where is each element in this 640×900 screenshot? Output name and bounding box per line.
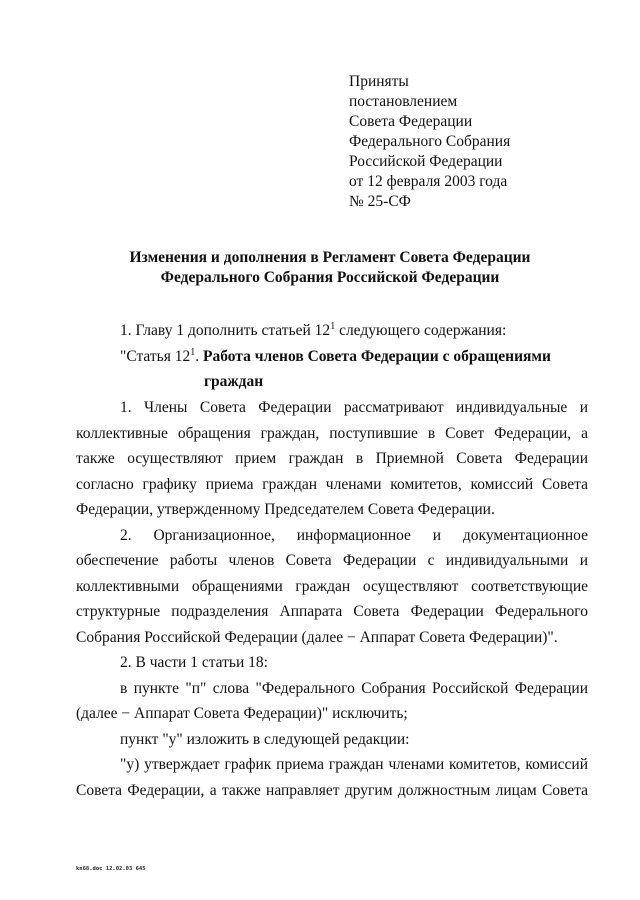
- approval-line: постановлением: [349, 93, 458, 110]
- article-heading-1: Работа членов Совета Федерации с обращениями: [203, 347, 551, 365]
- approval-line: № 25-СФ: [349, 193, 411, 210]
- article-heading-line: [76, 344, 588, 370]
- article-number-sup: 1: [190, 346, 196, 358]
- item-1-intro-sup: 1: [330, 321, 336, 332]
- item-2-p1-line: (далее − Аппарат Совета Федерации)" исключить;: [76, 705, 408, 722]
- approval-line: Приняты: [349, 73, 409, 90]
- item-1-intro-pre: 1. Главу 1 дополнить статьей 12: [120, 322, 331, 339]
- item-2-p3-line: "у) утверждает график приема граждан членами комитетов, комиссий: [120, 756, 588, 773]
- p1-line: также осуществляют прием граждан в Приемной Совета Федерации: [76, 450, 588, 467]
- p2-line: структурные подразделения Аппарата Совета Федерации Федерального: [76, 603, 588, 620]
- p2-line: Собрания Российской Федерации (далее − Аппарат Совета Федерации)".: [76, 628, 558, 646]
- p1-line: согласно графику приема граждан членами комитетов, комиссий Совета: [76, 475, 588, 493]
- item-2-p2: пункт "у" изложить в следующей редакции:: [120, 730, 410, 748]
- title-line-2: Федерального Собрания Российской Федерации: [160, 269, 500, 286]
- approval-line: Совета Федерации: [349, 113, 473, 130]
- file-footer: kn68.doc 12.02.03 645: [76, 866, 146, 872]
- article-heading-cont: [76, 369, 588, 395]
- item-1-intro-line: [76, 318, 588, 344]
- article-heading-2: граждан: [204, 373, 264, 390]
- article-number-pre: "Статья 12: [120, 347, 191, 365]
- item-2-p1-line: в пункте "п" слова "Федерального Собрания Российской Федерации: [120, 679, 588, 697]
- p2-line: коллективными обращениями граждан осуществляют соответствующие: [76, 577, 588, 595]
- item-2-title: 2. В части 1 статьи 18:: [120, 654, 268, 671]
- p1-line: Федерации, утвержденному Председателем Совета Федерации.: [76, 501, 495, 518]
- item-1-intro: [76, 318, 588, 369]
- p1-line: 1. Члены Совета Федерации рассматривают индивидуальные и: [120, 399, 588, 416]
- document-title: [60, 248, 600, 288]
- body-paragraphs: [76, 395, 588, 803]
- approval-line: от 12 февраля 2003 года: [349, 173, 508, 190]
- item-2-p3-line: Совета Федерации, а также направляет другим должностным лицам Совета: [76, 781, 588, 799]
- approval-stamp: [349, 72, 510, 212]
- p1-line: коллективные обращения граждан, поступившие в Совет Федерации, а: [76, 424, 588, 442]
- article-number-dot: .: [195, 347, 203, 365]
- approval-line: Российской Федерации: [349, 153, 503, 170]
- approval-line: Федерального Собрания: [349, 133, 511, 150]
- p2-line: обеспечение работы членов Совета Федерации с индивидуальными и: [76, 552, 588, 569]
- p2-line: 2. Организационное, информационное и документационное: [120, 526, 588, 544]
- title-line-1: Изменения и дополнения в Регламент Совета Федерации: [129, 249, 531, 266]
- item-1-intro-post: следующего содержания:: [335, 322, 507, 339]
